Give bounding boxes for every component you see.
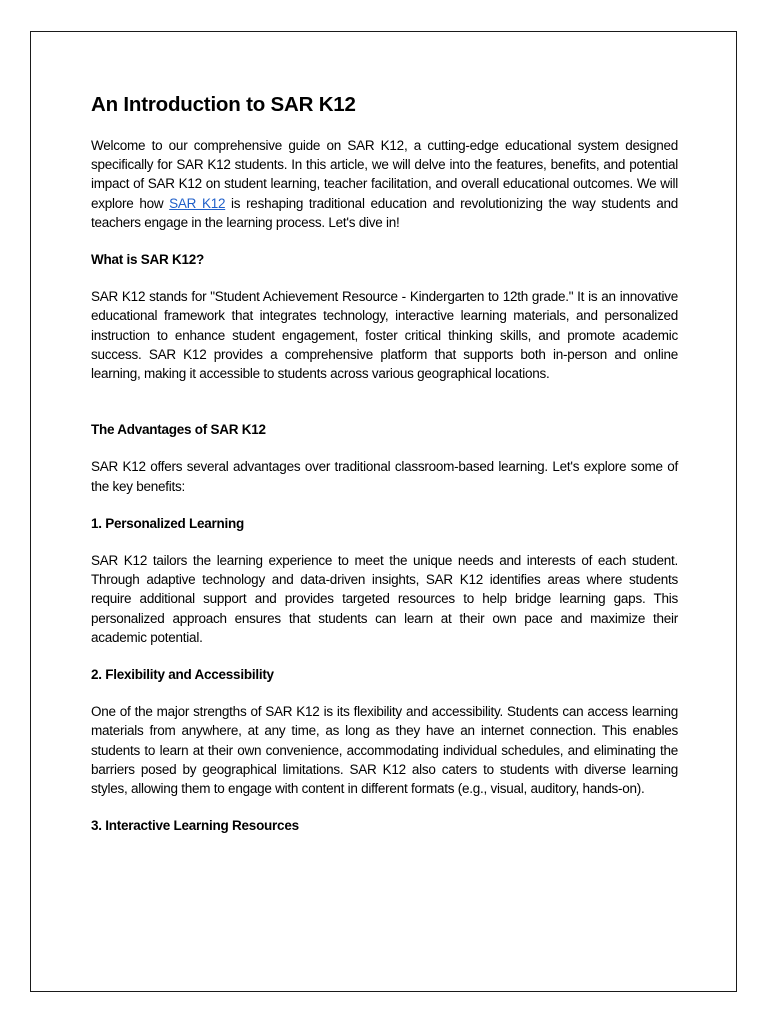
intro-text-before-link: Welcome to our comprehensive guide on SAR K12, a cutting-edge educational system designed specifically for SAR K12 students. In this article, we will delve into the features, benefits, and potential impact of SAR K12 on student learning, teacher facilitation, and overall educational outcomes. We will explore how (91, 138, 678, 211)
page-title: An Introduction to SAR K12 (91, 93, 356, 116)
section-heading-flexibility: 2. Flexibility and Accessibility (91, 667, 274, 683)
intro-text-after-link: is reshaping traditional education and revolutionizing the way students and teachers engage in the learning process. Let's dive in! (91, 195, 678, 230)
section-heading-personalized-learning: 1. Personalized Learning (91, 515, 245, 531)
what-is-heading: What is SAR K12? (91, 252, 205, 268)
document-content (91, 92, 678, 835)
advantages-heading: The Advantages of SAR K12 (91, 422, 266, 438)
section-paragraph-personalized-learning: SAR K12 tailors the learning experience to meet the unique needs and interests of each student. Through adaptive technology and data-driven insights, SAR K12 identifies areas where students require additional support and provides targeted resources to help bridge learning gaps. This personalized approach ensures that students can learn at their own pace and maximize their academic potential. (91, 553, 678, 645)
sar-k12-link[interactable]: SAR K12 (169, 195, 226, 211)
advantages-paragraph: SAR K12 offers several advantages over traditional classroom-based learning. Let's explore some of the key benefits: (91, 459, 678, 494)
document-page (30, 31, 737, 992)
what-is-paragraph: SAR K12 stands for "Student Achievement Resource - Kindergarten to 12th grade." It is an innovative educational framework that integrates technology, interactive learning materials, and personalized instruction to enhance student engagement, foster critical thinking skills, and promote academic success. SAR K12 provides a comprehensive platform that supports both in-person and online learning, making it accessible to students across various geographical locations. (91, 289, 678, 382)
section-heading-interactive-resources: 3. Interactive Learning Resources (91, 818, 299, 834)
section-paragraph-flexibility: One of the major strengths of SAR K12 is its flexibility and accessibility. Students can access learning materials from anywhere, at any time, as long as they have an internet connection. This enables students to learn at their own convenience, accommodating individual schedules, and eliminating the barriers posed by geographical limitations. SAR K12 also caters to students with diverse learning styles, allowing them to engage with content in different formats (e.g., visual, auditory, hands-on). (91, 704, 678, 797)
intro-paragraph (91, 136, 678, 232)
